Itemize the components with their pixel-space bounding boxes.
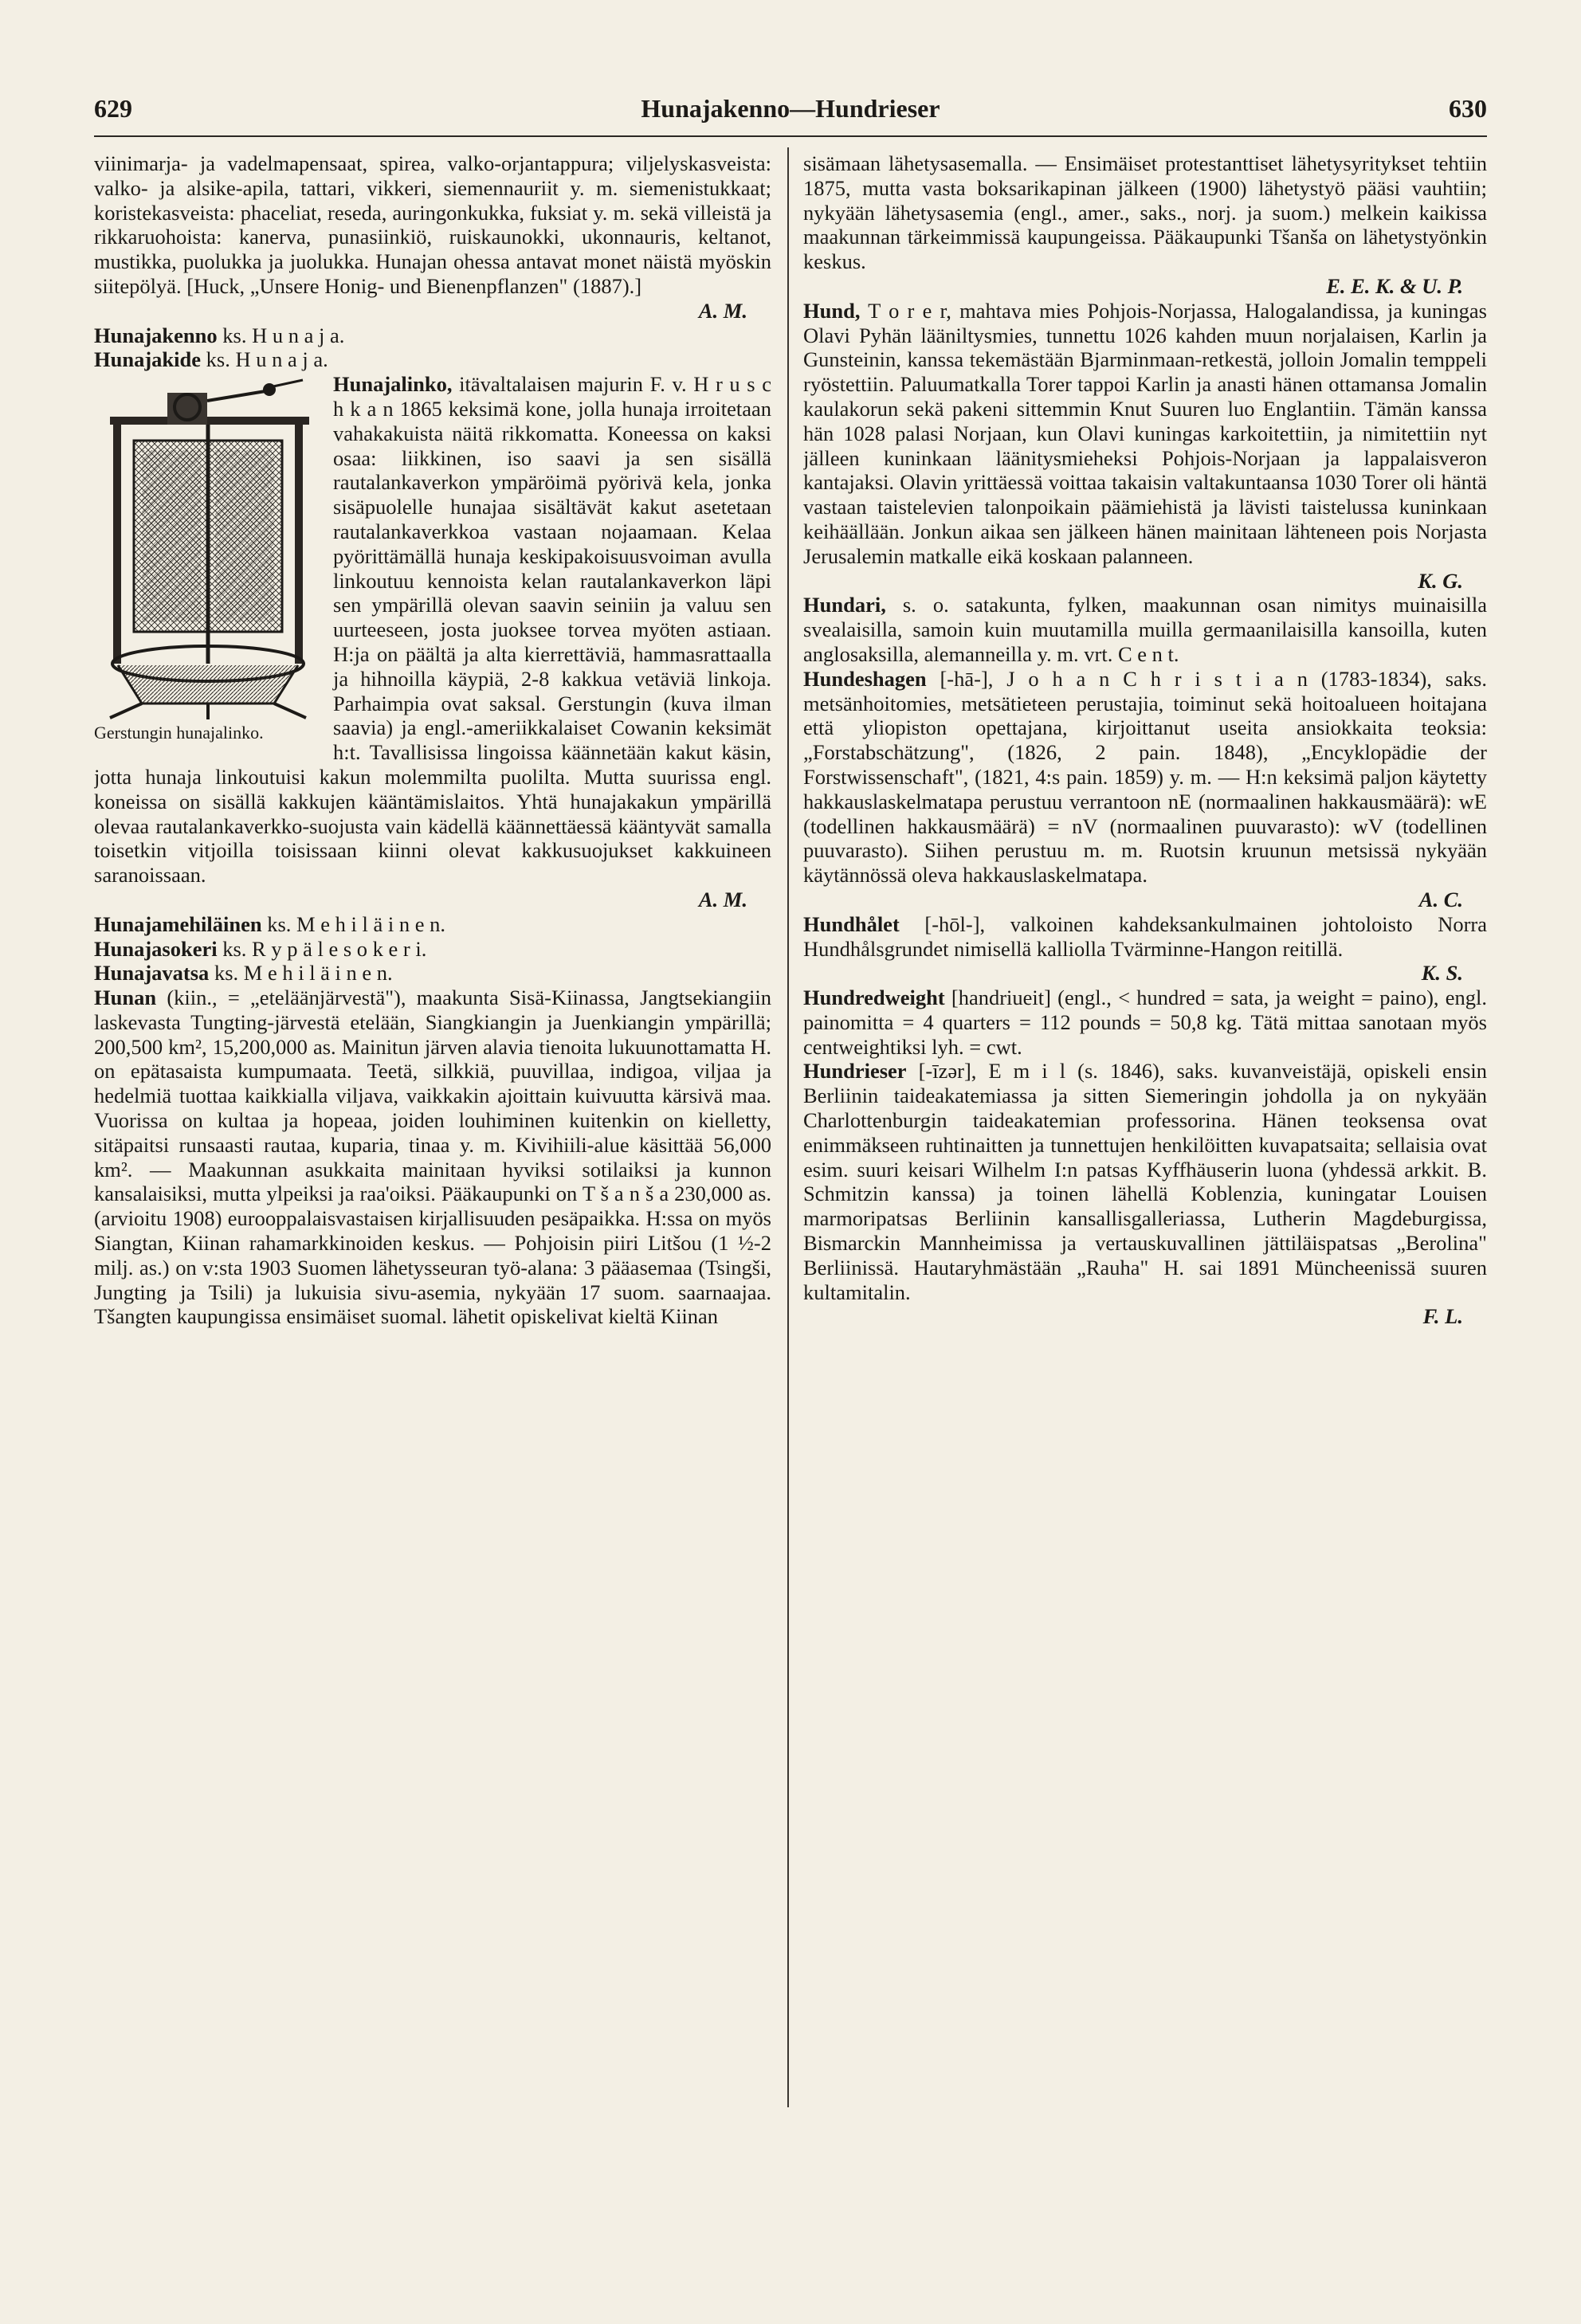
signature: A. M. <box>698 298 747 323</box>
headword: Hundeshagen <box>803 666 927 691</box>
honey-extractor-illustration <box>94 377 322 719</box>
right-column <box>803 151 1487 2103</box>
entry-hunan: Hunan (kiin., = „eteläänjärvestä"), maakunta Sisä-Kiinassa, Jangtsekiangiin laskevasta Tungting-järvestä etelään, Siangkiangin ja Juenkiangin ympärillä; 200,500 km², 15,200,000 as. Mainitun järven alavia tienoita lukuunottamatta H. on epätasaista kumpumaata. Teetä, silkkiä, puuvillaa, indigoa, viljaa ja hedelmiä tuottaa kaikkialla viljava, vaikkakin ajoittain kuivuutta kärsivä maa. Vuorissa on kultaa ja hopeaa, joiden louhiminen kuitenkin on kielletty, sitäpaitsi runsaasti rautaa, kuparia, tinaa y. m. Kivihiili-alue käsittää 56,000 km². — Maakunnan asukkaita mainitaan hyviksi sotilaiksi ja kunnon kansalaisiksi, mutta ylpeiksi ja raa'oiksi. Pääkaupunki on T š a n š a 230,000 as. (arvioitu 1908) eurooppalaisvastaisen kirjallisuuden pesäpaikka. H:ssa on myös Siangtan, Kiinan rahamarkkinoiden keskus. — Pohjoisin piiri Litšou (1 ½-2 milj. as.) on v:sta 1903 Suomen lähetysseuran työ-alana: 3 pääasemaa (Tsingši, Jungting ja Tsili) ja lukuisia sivu-asemia, nykyään 17 suom. saarnaajaa. Tšangten kaupungissa ensimäiset suomal. lähetit opiskelivat kieltä Kiinan <box>94 986 771 1329</box>
headword: Hund, <box>803 298 861 323</box>
signature: F. L. <box>1422 1304 1463 1329</box>
signature: A. M. <box>698 887 747 911</box>
header-rule <box>94 135 1487 137</box>
honey-extractor-figure <box>94 377 322 743</box>
entry-hundeshagen: Hundeshagen [-hā-], J o h a n C h r i s t i a n (1783-1834), saks. metsänhoitomies, metsätieteen perustajia, toiminut sekä hoitoalueen hoitajana että yliopiston opettajana, kirjoittanut useita ansiokkaita teoksia: „Forstabschätzung", (1826, 2 pain. 1848), „Encyklopädie der Forstwissenschaft", (1821, 4:s pain. 1859) y. m. — H:n keksimä paljon käytetty hakkauslaskelmatapa perustuu verrantoon nE (normaalinen hakkausmäärä): wE (todellinen hakkausmäärä) = nV (normaalinen puuvarasto): wV (todellinen puuvarasto). Siihen perustuu m. m. Ruotsin kruunun metsissä nykyään käytännössä oleva hakkauslaskelmatapa. A. C. <box>803 666 1487 911</box>
signature: K. S. <box>1421 961 1463 986</box>
entry-hunajasokeri: Hunajasokeri ks. R y p ä l e s o k e r i. <box>94 936 427 961</box>
headword: Hunajasokeri <box>94 936 218 961</box>
entry-continuation: viinimarja- ja vadelmapensaat, spirea, valko-orjantappura; viljelyskasveista: valko- ja alsike-apila, tattari, vikkeri, siemennauriit y. m. siemenistukkaat; koristekasveista: phaceliat, reseda, auringonkukka, fuksiat y. m. sekä villeistä ja rikkaruohoista: kanerva, punasiinkiö, ruiskaunokki, ukonnauris, keltanot, mustikka, puolukka ja juolukka. Hunajan ohessa antavat monet näistä myöskin siitepölyä. [Huck, „Unsere Honig- und Bienenpflanzen" (1887).] A. M. <box>94 151 771 323</box>
entry-hunajalinko: Hunajalinko, Gerstungin hunajalinko. itävaltalaisen majurin F. v. H r u s c h k a n 1865 keksimä kone, jolla hunaja irroitetaan vahakakuista näitä rikkomatta. Koneessa on kaksi osaa: liikkinen, iso saavi ja sen sisällä rautalankaverkon ympäröimä pyörivä kela, jonka sisäpuolelle hunajaa sisältävät kakut asetetaan rautalankaverkkoa vastaan nojaamaan. Kelaa pyörittämällä hunaja keskipakoisuusvoiman avulla linkoutuu kennoista kelan rautalankaverkon läpi sen ympärillä olevan saavin seiniin ja valuu sen uurteeseen, josta juoksee torvea myöten astiaan. H:ja on päältä ja alta kierrettäviä, hammasrattaalla ja hihnoilla käypiä, 2-8 kakkua vetäviä linkoja. Parhaimpia ovat saksal. Gerstungin (kuva ilman saavia) ja engl.-ameriikkalaiset Cowanin keksimät h:t. Tavallisissa lingoissa käännetään kakut käsin, jotta hunaja linkoutuisi kakun molemmilta puolilta. Mutta suurissa engl. koneissa on sisällä kakkujen kääntämislaitos. Yhtä hunajakakun ympärillä olevaa rautalankaverkko-suojusta vain kädellä käännettäessä kääntyvät samalla toisetkin vitjoilla toisissaan kiinni olevat kakkusuojukset kakkuineen saranoissaan. A. M. <box>94 372 771 911</box>
headword: Hundredweight <box>803 986 945 1010</box>
entry-hundhalet: Hundhålet [-hōl-], valkoinen kahdeksankulmainen johtoloisto Norra Hundhålsgrundet nimisellä kalliolla Tvärminne-Hangon reitillä. K. S. <box>803 911 1487 986</box>
page-number-right: 630 <box>1449 94 1487 123</box>
headword: Hunajakenno <box>94 323 218 347</box>
page-number-left: 629 <box>94 94 132 123</box>
headword: Hunan <box>94 986 157 1010</box>
headword: Hundrieser <box>803 1059 907 1084</box>
headword: Hunajalinko, <box>333 372 453 397</box>
signature: K. G. <box>1418 568 1463 593</box>
signature: E. E. K. & U. P. <box>1326 273 1463 298</box>
entry-hunan-continued: sisämaan lähetysasemalla. — Ensimäiset protestanttiset lähetysyritykset tehtiin 1875, mutta vasta boksarikapinan jälkeen (1900) lähetystyö pääsi vauhtiin; nykyään lähetysasemia (engl., amer., saks., norj. ja suom.) melkein kaikissa maakunnan tärkeimmissä kaupungeissa. Pääkaupunki Tšanša on lähetystyönkin keskus. E. E. K. & U. P. <box>803 151 1487 298</box>
headword: Hunajavatsa <box>94 961 210 986</box>
entry-hundrieser: Hundrieser [-īzər], E m i l (s. 1846), saks. kuvanveistäjä, opiskeli ensin Berliinin taideakatemiassa ja sitten Siemeringin johdolla ja on nykyään Charlottenburgin taideakatemian professorina. Hänen teoksensa ovat enimmäkseen ruhtinaitten ja tunnettujen henkilöitten kuvapatsaita; sellaisia ovat esim. suuri keisari Wilhelm I:n patsas Kyffhäuserin luona (yhdessä arkkit. B. Schmitzin kanssa) ja toinen lähellä Koblenzia, kuningatar Louisen marmoripatsas Berliinin kansallisgalleriassa, Lutherin Magdeburgissa, Bismarckin Mannheimissa ja vertauskuvallinen jättiläispatsas „Berolina" Berliinissä. Hautaryhmästään „Rauha" H. sai 1891 Müncheenissä suuren kultamitalin. F. L. <box>803 1059 1487 1329</box>
headword: Hundhålet <box>803 911 900 936</box>
headword: Hunajakide <box>94 347 202 372</box>
column-divider <box>787 147 789 2107</box>
running-title: Hunajakenno—Hundrieser <box>641 94 940 123</box>
entry-hundredweight: Hundredweight [handriueit] (engl., < hundred = sata, ja weight = paino), engl. painomitta = 4 quarters = 112 pounds = 50,8 kg. Tätä mittaa sanotaan myös centweightiksi lyh. = cwt. <box>803 986 1487 1059</box>
entry-hunajavatsa: Hunajavatsa ks. M e h i l ä i n e n. <box>94 961 393 986</box>
entry-hunajakide: Hunajakide ks. H u n a j a. <box>94 347 328 372</box>
signature: A. C. <box>1418 887 1463 911</box>
page-header <box>94 94 1487 129</box>
entry-hund: Hund, T o r e r, mahtava mies Pohjois-Norjassa, Halogalandissa, ja kuningas Olavi Pyhän lääniltysmies, tunnettu 1026 kahden muun norjalaisen, Karlin ja Gunsteinin, kanssa tekemästään Bjarminmaan-retkestä, jolloin Jomalin temppeli ryöstettiin. Paluumatkalla Torer tappoi Karlin ja anasti hänen ottamansa Jomalin kaulakorun sekä pakeni sittemmin Knut Suuren luo Englantiin. Tämän kanssa hän 1028 palasi Norjaan, kun Olavi kuningas karkoitettiin, ja nimitettiin nyt jälleen kuninkaan läänitysmieheksi Pohjois-Norjaan ja lappalaisveron kantajaksi. Olavin yrittäessä voittaa takaisin valtakuntaansa 1030 Torer oli häntä vastaan taistelevien talonpoikain päämiehistä ja lävisti taistelussa kuninkaan keihäällään. Jonkun aikaa sen jälkeen hänen mainitaan lähteneen pois Norjasta Jerusalemin matkalle eikä koskaan palanneen. K. G. <box>803 298 1487 593</box>
left-column <box>94 151 771 2103</box>
entry-hunajamehilainen: Hunajamehiläinen ks. M e h i l ä i n e n. <box>94 911 445 936</box>
figure-caption: Gerstungin hunajalinko. <box>94 723 264 743</box>
headword: Hundari, <box>803 593 886 617</box>
entry-hundari: Hundari, s. o. satakunta, fylken, maakunnan osan nimitys muinaisilla svealaisilla, samoin kuin muutamilla muilla germaanilaisilla kansoilla, kuten anglosaksilla, alemanneilla y. m. vrt. C e n t. <box>803 593 1487 666</box>
headword: Hunajamehiläinen <box>94 911 262 936</box>
entry-hunajakenno: Hunajakenno ks. H u n a j a. <box>94 323 345 347</box>
